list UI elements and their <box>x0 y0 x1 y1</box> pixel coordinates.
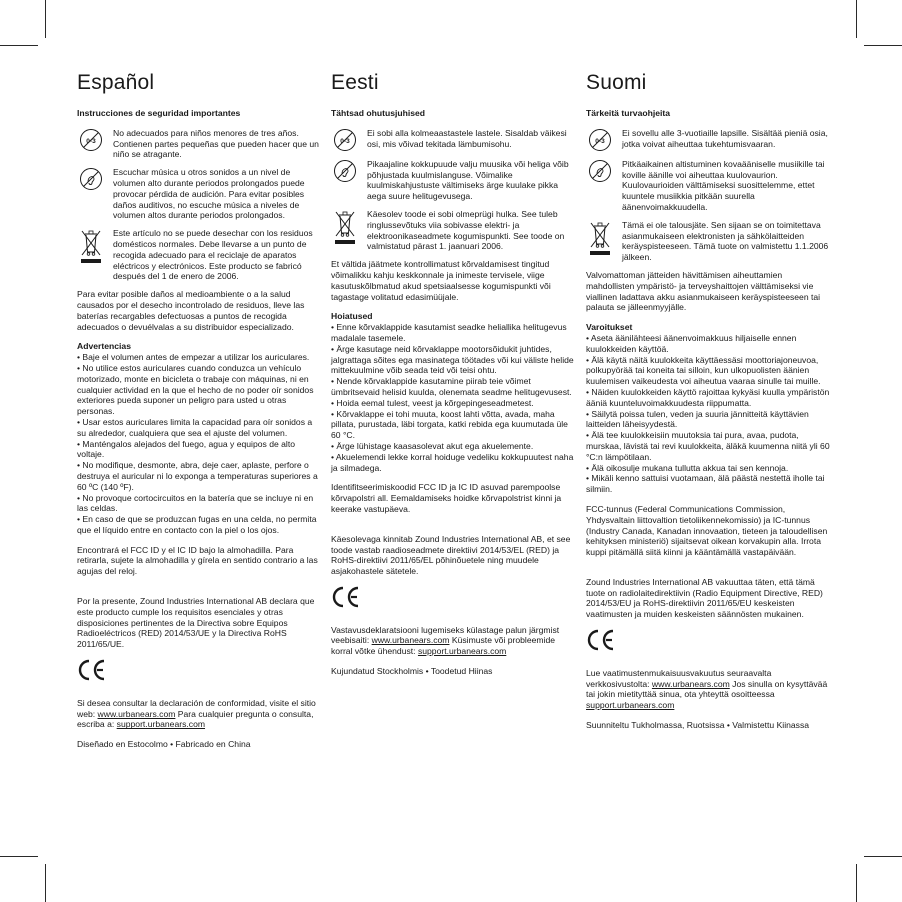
icon-warning-text: Este artículo no se puede desechar con los residuos domésticos normales. Debe llevarse a un punto de recogida adecuado para el reciclaje de aparatos eléctricos y electrónicos. Este producto se fabricó después del 1 de enero de 2006. <box>113 228 313 282</box>
crop-mark <box>0 45 38 46</box>
warning-item: • Enne kõrvaklappide kasutamist seadke heliallika helitugevus madalale tasemele. <box>331 322 567 343</box>
environment-paragraph: Et vältida jäätmete kontrollimatust kõrvaldamisest tingitud võimalikku kahju keskkonnale ja inimeste tervisele, viige kasutuskõlbmatud akud spetsiaalsesse kogumispunkti või tagastage volitatud edasimüüjale. <box>331 259 551 302</box>
icon-warning-item <box>77 228 322 282</box>
icon-warning-text: Escuchar música u otros sonidos a un nivel de volumen alto durante periodos prolongados puede provocar pérdida de audición. Para evitar posibles daños auditivos, no escuche música a niveles de volumen altos durante periodos prolongados. <box>113 167 305 221</box>
crop-mark <box>864 856 902 857</box>
icon-warning-item <box>586 159 831 213</box>
warning-item: • Usar estos auriculares limita la capacidad para oír sonidos a su alrededor, cualquiera que sea el ajuste del volumen. <box>77 416 313 438</box>
declaration-paragraph <box>77 698 322 730</box>
icon-warning-item <box>77 167 322 221</box>
crop-mark <box>0 856 38 857</box>
icon-warning-text: No adecuados para niños menores de tres años. Contienen partes pequeñas que pueden hacer que un niño se atragante. <box>113 127 319 160</box>
website-link[interactable]: www.urbanears.com <box>371 635 450 646</box>
fcc-ic-paragraph: Identifitseerimiskoodid FCC ID ja IC ID asuvad parempoolse kõrvapolstri all. Eemaldamiseks hoidke kõrvapolstrist kinni ja keerake vastupäeva. <box>331 482 562 514</box>
icon-warning-item <box>586 220 831 263</box>
warning-item: • Nende kõrvaklappide kasutamine piirab teie võimet ümbritsevaid helisid kuulda, olenemata seadme helitugevusest. <box>331 376 572 397</box>
svg-text:0-3: 0-3 <box>340 137 350 145</box>
icon-warning-item <box>331 159 576 202</box>
warnings-section <box>586 322 831 495</box>
svg-text:0-3: 0-3 <box>595 137 605 145</box>
column-title: Español <box>77 71 155 94</box>
conformity-paragraph: Zound Industries International AB vakuuttaa täten, että tämä tuote on radiolaitedirektiivin (Radio Equipment Directive, RED) 2014/53/EU ja RoHS-direktiivin 2011/65/EU keskeisten vaatimusten ja muiden keskeisten säännösten mukainen. <box>586 576 823 620</box>
warning-item: • Hoida eemal tulest, veest ja kõrgepingeseadmetest. <box>331 397 534 408</box>
hearing-warning-icon <box>77 167 105 191</box>
icon-warning-item <box>586 128 831 152</box>
footer-origin: Suunniteltu Tukholmassa, Ruotsissa • Valmistettu Kiinassa <box>586 720 810 731</box>
fcc-ic-paragraph: Encontrará el FCC ID y el IC ID bajo la almohadilla. Para retirarla, sujete la almohadilla y gírela en sentido contrario a las agujas del reloj. <box>77 544 318 577</box>
support-link[interactable]: support.urbanears.com <box>417 646 507 657</box>
column-title: Suomi <box>586 71 647 94</box>
support-text: Küsimuste või probleemide korral võtke ühendust: <box>331 635 556 657</box>
age-0-3-warning-icon <box>77 128 105 152</box>
icon-warning-item <box>331 209 576 252</box>
warning-item: • Ärge kasutage neid kõrvaklappe mootorsõidukit juhtides, jalgrattaga sõites ega masinatega töötades või kui väliste helide mittekuulmine võib seada teid või teisi ohtu. <box>331 343 574 376</box>
language-column <box>586 70 831 740</box>
icon-warning-text: Käesolev toode ei sobi olmeprügi hulka. See tuleb ringlussevõtuks viia sobivasse elektri- ja elektroonikaseadmete kogumispunkti. See toode on valmistatud pärast 1. jaanuari 2006. <box>367 208 565 252</box>
environment-paragraph: Para evitar posible daños al medioambiente o a la salud causados por el desecho incontrolado de residuos, lleve las baterías recargables defectuosas a puntos de recogida adecuados o devuélvalas a su distribuidor especializado. <box>77 289 305 332</box>
age-0-3-warning-icon <box>586 128 614 152</box>
age-0-3-warning-icon <box>331 128 359 152</box>
support-link[interactable]: support.urbanears.com <box>586 700 675 711</box>
safety-heading: Tähtsad ohutusjuhised <box>331 108 426 118</box>
warning-item: • Säilytä poissa tulen, veden ja suuria jännitteitä käyttävien laitteiden läheisyydestä. <box>586 408 809 430</box>
svg-text:0-3: 0-3 <box>86 137 96 145</box>
warning-item: • En caso de que se produzcan fugas en una celda, no permita que el líquido entre en contacto con la piel o los ojos. <box>77 514 317 535</box>
icon-warning-text: Ei sobi alla kolmeaastastele lastele. Sisaldab väikesi osi, mis võivad tekitada lämbumisohu. <box>367 127 567 149</box>
website-link[interactable]: www.urbanears.com <box>651 678 730 689</box>
crop-mark <box>45 864 46 902</box>
ce-mark-icon <box>586 629 831 654</box>
website-link[interactable]: www.urbanears.com <box>97 708 176 719</box>
declaration-paragraph <box>331 625 576 657</box>
environment-paragraph: Valvomattoman jätteiden hävittämisen aiheuttamien mahdollisten ympäristö- ja terveyshaittojen välttämiseksi vie viallinen ladattava akku asianmukaiseen keräyspisteeseen tai palauta se jälleenmyyjälle. <box>586 269 821 313</box>
warning-item: • Kõrvaklappe ei tohi muuta, koost lahti võtta, avada, maha pillata, purustada, läbi torgata, katki rebida ega kuumutada üle 60 °C. <box>331 408 568 441</box>
fcc-ic-paragraph: FCC-tunnus (Federal Communications Commission, Yhdysvaltain liittovaltion tietoliikennekomissio) ja IC-tunnus (Industry Canada, Kanadan innovaation, tieteen ja taloudellisen kehityksen ministeriö) sijaitsevat oikean korvakupin alla. Irrota kuppi pitämällä siitä kiinni ja kääntämällä vastapäivään. <box>586 503 828 558</box>
spacer <box>586 567 831 577</box>
ce-mark-icon <box>77 659 322 684</box>
warnings-section <box>331 311 576 473</box>
icon-warning-text: Tämä ei ole talousjäte. Sen sijaan se on toimitettava asianmukaiseen elektronisten ja sähkölaitteiden keräyspisteeseen. Tämä tuote on valmistettu 1.1.2006 jälkeen. <box>622 219 829 263</box>
weee-crossed-bin-icon <box>586 220 614 258</box>
crop-mark <box>45 0 46 38</box>
crop-mark <box>856 864 857 902</box>
weee-crossed-bin-icon <box>77 228 105 266</box>
warnings-section <box>77 341 322 535</box>
declaration-text: Vastavusdeklaratsiooni lugemiseks külastage palun järgmist veebisaiti: <box>331 624 560 646</box>
icon-warning-item <box>331 128 576 152</box>
support-text: Jos sinulla on kysyttävää tai jokin mietityttää sinua, ota yhteyttä osoitteessa <box>586 678 828 700</box>
warning-item: • Älä käytä näitä kuulokkeita käyttäessäsi moottoriajoneuvoa, polkupyörää tai koneita tai silloin, kun ulkopuolisten äänien kuulemisen vaikeudesta voi aiheutua vaaraa sinulle tai muille. <box>586 354 821 387</box>
warnings-heading: Varoitukset <box>586 322 633 333</box>
icon-warning-text: Pitkäaikainen altistuminen kovaääniselle musiikille tai koville äänille voi aiheuttaa kuulovaurion. Kuulovaurioiden välttämiseksi suosittelemme, ettet kuuntele musiikkia pitkään suurella äänenvoimakkuudella. <box>622 158 825 212</box>
crop-mark <box>864 45 902 46</box>
conformity-paragraph: Käesolevaga kinnitab Zound Industries International AB, et see toode vastab raadioseadmete direktiivi 2014/53/EL (RED) ja RoHS-direktiivi 2011/65/EL põhinõuetele ning muudele asjakohastele sätetele. <box>331 533 571 577</box>
warning-item: • Aseta äänilähteesi äänenvoimakkuus hiljaiselle ennen kuulokkeiden käyttöä. <box>586 332 797 354</box>
weee-crossed-bin-icon <box>331 209 359 247</box>
icon-warning-item <box>77 128 322 160</box>
hearing-warning-icon <box>586 159 614 183</box>
icon-warning-text: Ei sovellu alle 3-vuotiaille lapsille. Sisältää pieniä osia, jotka voivat aiheuttaa tukehtumisvaaran. <box>622 127 828 149</box>
warning-item: • Akuelemendi lekke korral hoiduge vedeliku kokkupuutest naha ja silmadega. <box>331 451 574 473</box>
warning-item: • Mikäli kenno sattuisi vuotamaan, älä päästä nestettä iholle tai silmiin. <box>586 473 825 495</box>
support-link[interactable]: support.urbanears.com <box>116 719 206 730</box>
conformity-paragraph: Por la presente, Zound Industries International AB declara que este producto cumple los requisitos esenciales y otras disposiciones pertinentes de la Directiva sobre Equipos Radioeléctricos (RED) 2014/53/UE y la Directiva RoHS 2011/65/UE. <box>77 596 315 650</box>
ce-mark-label <box>107 659 108 660</box>
safety-heading: Tärkeitä turvaohjeita <box>586 108 671 118</box>
warning-item: • No utilice estos auriculares cuando conduzca un vehículo motorizado, monte en bicicleta o trabaje con máquinas, ni en cualquier actividad en la que el hecho de no poder oír sonidos exteriores pueda suponer un peligro para usted u otras personas. <box>77 362 314 417</box>
footer-origin: Diseñado en Estocolmo • Fabricado en China <box>77 739 251 750</box>
declaration-text: Si desea consultar la declaración de conformidad, visite el sitio web: <box>77 697 316 719</box>
warning-item: • Manténgalos alejados del fuego, agua y equipos de alto voltaje. <box>77 438 296 460</box>
warnings-heading: Advertencias <box>77 341 131 352</box>
ce-mark-icon <box>331 586 576 611</box>
footer-origin: Kujundatud Stockholmis • Toodetud Hiinas <box>331 666 493 677</box>
crop-mark <box>856 0 857 38</box>
warning-item: • Baje el volumen antes de empezar a utilizar los auriculares. <box>77 352 310 363</box>
declaration-text: Lue vaatimustenmukaisuusvakuutus seuraavalta verkkosivustolta: <box>586 667 772 689</box>
column-title: Eesti <box>331 71 379 94</box>
icon-warning-text: Pikaajaline kokkupuude valju muusika või heliga võib põhjustada kuulmislanguse. Võimalike kuulmiskahjustuste vältimiseks ärge kuulake pikka aega suure helitugevusega. <box>367 158 569 202</box>
ce-mark-label <box>616 629 617 630</box>
warning-item: • No modifique, desmonte, abra, deje caer, aplaste, perfore o destruya el auricular ni lo exponga a temperaturas superiores a 60 ºC (140 ºF). <box>77 460 318 492</box>
warning-item: • No provoque cortocircuitos en la batería que se incluye ni en las celdas. <box>77 492 314 514</box>
language-column <box>331 70 576 686</box>
warning-item: • Ärge lühistage kaasasolevat akut ega akuelemente. <box>331 440 534 451</box>
language-column <box>77 70 322 759</box>
support-text: Para cualquier pregunta o consulta, escriba a: <box>77 708 314 730</box>
warning-item: • Älä tee kuulokkeisiin muutoksia tai pura, avaa, pudota, murskaa, lävistä tai revi kuulokkeita, äläkä kuumenna niitä yli 60 °C:n lämpötilaan. <box>586 430 830 462</box>
warnings-heading: Hoiatused <box>331 311 373 322</box>
warning-item: • Näiden kuulokkeiden käyttö rajoittaa kykyäsi kuulla ympäristön ääniä kuunteluvoimakkuudesta riippumatta. <box>586 386 830 408</box>
hearing-warning-icon <box>331 159 359 183</box>
declaration-paragraph <box>586 668 831 711</box>
spacer <box>77 586 322 596</box>
spacer <box>331 524 576 534</box>
ce-mark-label <box>361 586 362 587</box>
warning-item: • Älä oikosulje mukana tullutta akkua tai sen kennoja. <box>586 462 789 473</box>
safety-heading: Instrucciones de seguridad importantes <box>77 108 241 118</box>
